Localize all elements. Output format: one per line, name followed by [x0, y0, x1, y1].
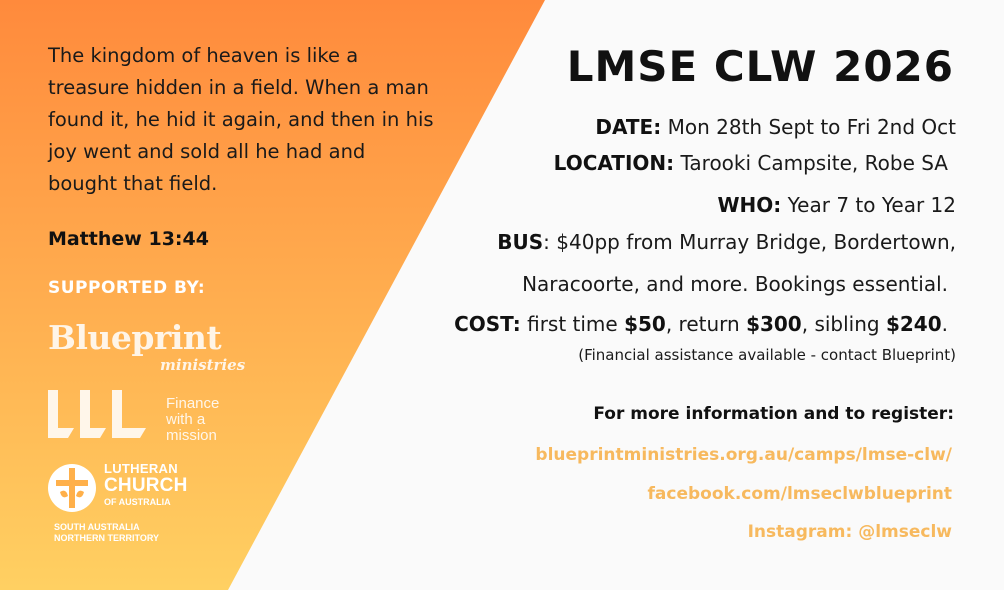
date-label: DATE:: [595, 115, 662, 139]
blueprint-ministries-logo: [48, 318, 268, 380]
cost-first: $50: [624, 312, 666, 336]
cost-return: $300: [746, 312, 802, 336]
detail-location: [554, 151, 948, 175]
scripture-reference: Matthew 13:44: [48, 228, 209, 250]
detail-bus-continued: Naracoorte, and more. Bookings essential.: [522, 272, 948, 296]
who-value: Year 7 to Year 12: [781, 193, 956, 217]
lca-logo-name: LUTHERAN CHURCH OF AUSTRALIA: [104, 461, 188, 507]
date-value: Mon 28th Sept to Fri 2nd Oct: [661, 115, 956, 139]
facebook-link[interactable]: facebook.com/lmseclwblueprint: [647, 484, 952, 504]
blueprint-logo-word: Blueprint: [48, 318, 222, 357]
bus-value: : $40pp from Murray Bridge, Bordertown,: [543, 230, 956, 254]
who-label: WHO:: [717, 193, 782, 217]
location-value: Tarooki Campsite, Robe SA: [674, 151, 948, 175]
supported-by-label: SUPPORTED BY:: [48, 278, 206, 298]
blueprint-logo-sub: ministries: [160, 356, 246, 374]
cost-sibling: $240: [885, 312, 942, 336]
scripture-quote: The kingdom of heaven is like a treasure hidden in a field. When a man found it, he hid it again, and then in his joy went and sold all he had and bought that field.: [48, 44, 434, 195]
financial-assistance-note: (Financial assistance available - contact Blueprint): [578, 346, 956, 364]
more-info-heading: For more information and to register:: [593, 404, 954, 424]
cost-label: COST:: [454, 312, 521, 336]
location-label: LOCATION:: [553, 151, 675, 175]
lll-logo-icon: [46, 386, 156, 442]
detail-cost: COST: first time $50, return $300, sibling $240.: [454, 312, 948, 336]
bus-label: BUS: [497, 230, 544, 254]
website-link[interactable]: blueprintministries.org.au/camps/lmse-clw/: [535, 445, 952, 465]
lll-logo-text: Finance with a mission: [166, 395, 220, 444]
lutheran-church-logo: [46, 460, 266, 550]
detail-bus: [497, 230, 956, 254]
event-title: LMSE CLW 2026: [566, 42, 954, 91]
detail-who: [717, 193, 956, 217]
detail-date: [595, 115, 956, 139]
lll-finance-logo: [46, 386, 256, 446]
lca-logo-region: SOUTH AUSTRALIA NORTHERN TERRITORY: [54, 522, 160, 543]
cross-circle-icon: [46, 462, 98, 514]
instagram-link[interactable]: Instagram: @lmseclw: [747, 522, 952, 542]
